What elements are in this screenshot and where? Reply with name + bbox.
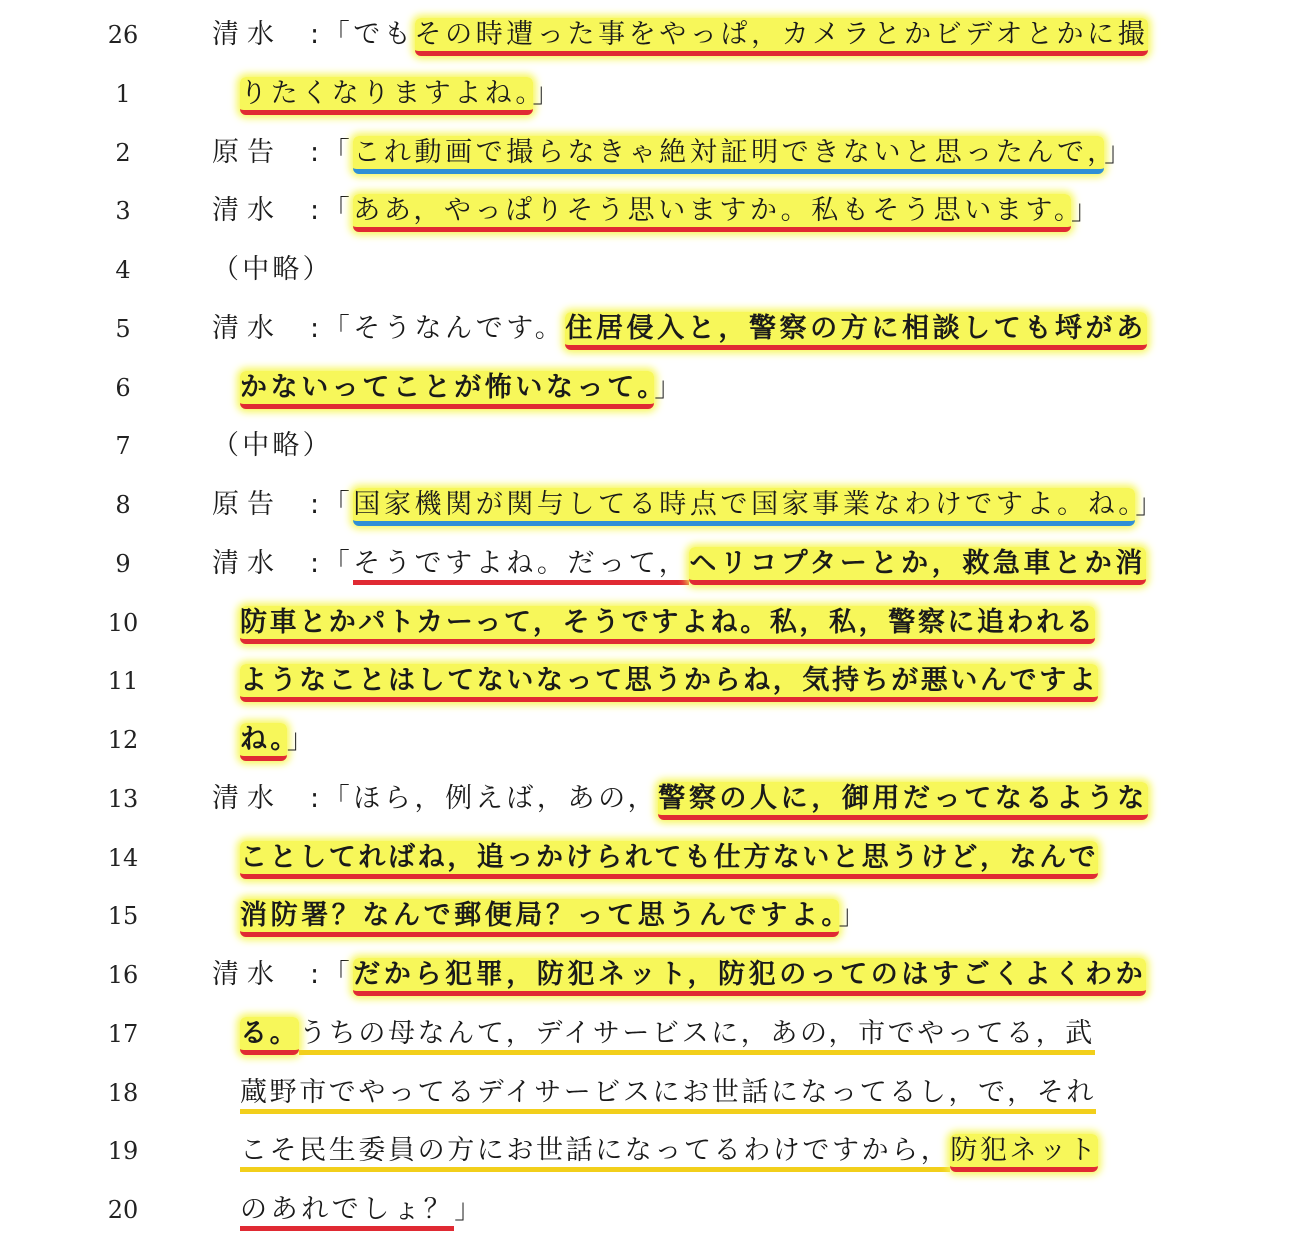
highlighted-text: る。 [240, 1017, 299, 1055]
transcript-line [0, 598, 1300, 648]
transcript-line [0, 656, 1300, 706]
line-number: 20 [107, 1196, 139, 1224]
line-text [212, 15, 1148, 55]
speaker-label: 清水 [212, 19, 282, 50]
transcript-line [0, 1068, 1300, 1118]
plain-text: :「 [310, 195, 354, 227]
plain-text: :「 [310, 547, 354, 579]
plain-text: 」 [286, 724, 318, 755]
line-text [212, 133, 1135, 173]
highlighted-text: ようなことはしてないなって思うからね，気持ちが悪いんですよ [240, 664, 1098, 702]
plain-text: :「ほら，例えば，あの， [310, 782, 659, 814]
line-text [240, 1190, 485, 1230]
plain-text: :「 [310, 136, 354, 168]
line-number: 26 [107, 21, 139, 49]
highlighted-text: ああ，やっぱりそう思いますか。私もそう思います。 [353, 194, 1071, 232]
transcript-line [0, 304, 1300, 354]
highlighted-text: 防犯ネット [950, 1134, 1098, 1172]
transcript-line [0, 833, 1300, 883]
underlined-text: うちの母なんて，デイサービスに，あの，市でやってる，武 [299, 1017, 1095, 1055]
transcript-line [0, 128, 1300, 178]
transcript-line [0, 10, 1300, 60]
speaker-label: 清水 [212, 195, 282, 227]
highlighted-text: 消防署？なんで郵便局？って思うんですよ。 [240, 899, 839, 937]
line-text [240, 368, 685, 408]
line-number: 8 [115, 491, 131, 519]
highlighted-text: 住居侵入と，警察の方に相談しても埒があ [565, 312, 1146, 350]
transcript-line [0, 950, 1300, 1000]
highlighted-text: その時遭った事をやっぱ，カメラとかビデオとかに撮 [415, 18, 1149, 56]
line-number: 13 [107, 784, 139, 813]
line-text [240, 1131, 1098, 1171]
highlighted-text: 国家機関が関与してる時点で国家事業なわけですよ。ね。 [353, 488, 1135, 526]
transcript-line [0, 363, 1300, 413]
highlighted-text: ことしてればね，追っかけられても仕方ないと思うけど，なんで [240, 841, 1098, 879]
transcript-line [0, 186, 1300, 236]
line-text [240, 661, 1098, 701]
speaker-label: 清水 [212, 782, 282, 814]
line-number: 15 [107, 902, 139, 931]
highlighted-text: ヘリコプターとか，救急車とか消 [689, 547, 1146, 585]
plain-text: 」 [1135, 489, 1167, 520]
line-text [212, 779, 1148, 819]
plain-text: 」 [1070, 195, 1102, 227]
transcript-line [0, 69, 1300, 119]
plain-text: （中略） [212, 430, 333, 462]
line-number: 17 [107, 1019, 139, 1048]
underlined-text: そうですよね。だって， [353, 547, 689, 585]
line-text [240, 896, 869, 936]
plain-text: :「 [310, 489, 354, 520]
line-number: 19 [107, 1137, 139, 1166]
speaker-label: 清水 [212, 547, 282, 579]
line-text [212, 250, 333, 290]
highlighted-text: これ動画で撮らなきゃ絶対証明できないと思ったんで， [353, 136, 1104, 174]
highlighted-text: かないってことが怖いなって。 [240, 371, 654, 409]
line-text [240, 1073, 1096, 1113]
speaker-label: 原告 [212, 136, 282, 168]
plain-text: 」 [454, 1194, 485, 1225]
speaker-label: 清水 [212, 959, 282, 990]
transcript-line [0, 245, 1300, 295]
line-text [240, 1014, 1095, 1054]
plain-text: :「 [310, 959, 354, 990]
line-number: 16 [107, 961, 139, 989]
highlighted-text: 防車とかパトカーって，そうですよね。私，私，警察に追われる [240, 606, 1095, 644]
line-number: 12 [107, 726, 139, 754]
line-number: 1 [115, 79, 131, 108]
line-text [240, 720, 317, 760]
highlighted-text: ね。 [240, 723, 287, 761]
speaker-label: 原告 [212, 489, 282, 520]
line-number: 2 [115, 138, 131, 167]
plain-text: :「そうなんです。 [310, 312, 566, 344]
line-number: 6 [115, 373, 131, 402]
transcript-line [0, 421, 1300, 471]
line-text [212, 955, 1146, 995]
line-number: 11 [107, 667, 139, 696]
line-text [240, 74, 563, 114]
plain-text: 」 [654, 371, 685, 403]
highlighted-text: 警察の人に，御用だってなるような [658, 782, 1148, 820]
line-number: 4 [115, 256, 131, 284]
underlined-text: こそ民生委員の方にお世話になってるわけですから， [240, 1134, 950, 1172]
line-text [212, 485, 1166, 525]
transcript-line [0, 1009, 1300, 1059]
line-number: 14 [107, 843, 139, 872]
plain-text: 」 [532, 77, 564, 109]
transcript-line [0, 774, 1300, 824]
plain-text: :「でも [310, 19, 415, 50]
highlighted-text: だから犯罪，防犯ネット，防犯のってのはすごくよくわか [353, 958, 1146, 996]
plain-text: （中略） [212, 254, 333, 285]
underlined-text: のあれでしょ？ [240, 1193, 454, 1231]
line-number: 10 [107, 608, 139, 637]
plain-text: 」 [1104, 136, 1135, 168]
line-number: 9 [115, 549, 131, 578]
line-text [212, 426, 333, 466]
line-number: 3 [115, 197, 131, 226]
highlighted-text: りたくなりますよね。 [240, 77, 533, 115]
transcript-line [0, 539, 1300, 589]
transcript-line [0, 480, 1300, 530]
line-text [212, 309, 1147, 349]
line-number: 18 [107, 1078, 139, 1107]
line-text [240, 838, 1098, 878]
transcript-line [0, 1185, 1300, 1235]
transcript-line [0, 1126, 1300, 1176]
line-text [240, 603, 1095, 643]
transcript-line [0, 715, 1300, 765]
underlined-text: 蔵野市でやってるデイサービスにお世話になってるし，で，それ [240, 1076, 1096, 1114]
transcript-line [0, 891, 1300, 941]
line-number: 7 [115, 432, 131, 461]
line-number: 5 [115, 314, 131, 343]
line-text [212, 191, 1102, 231]
speaker-label: 清水 [212, 312, 282, 344]
line-text [212, 544, 1146, 584]
plain-text: 」 [838, 900, 870, 932]
